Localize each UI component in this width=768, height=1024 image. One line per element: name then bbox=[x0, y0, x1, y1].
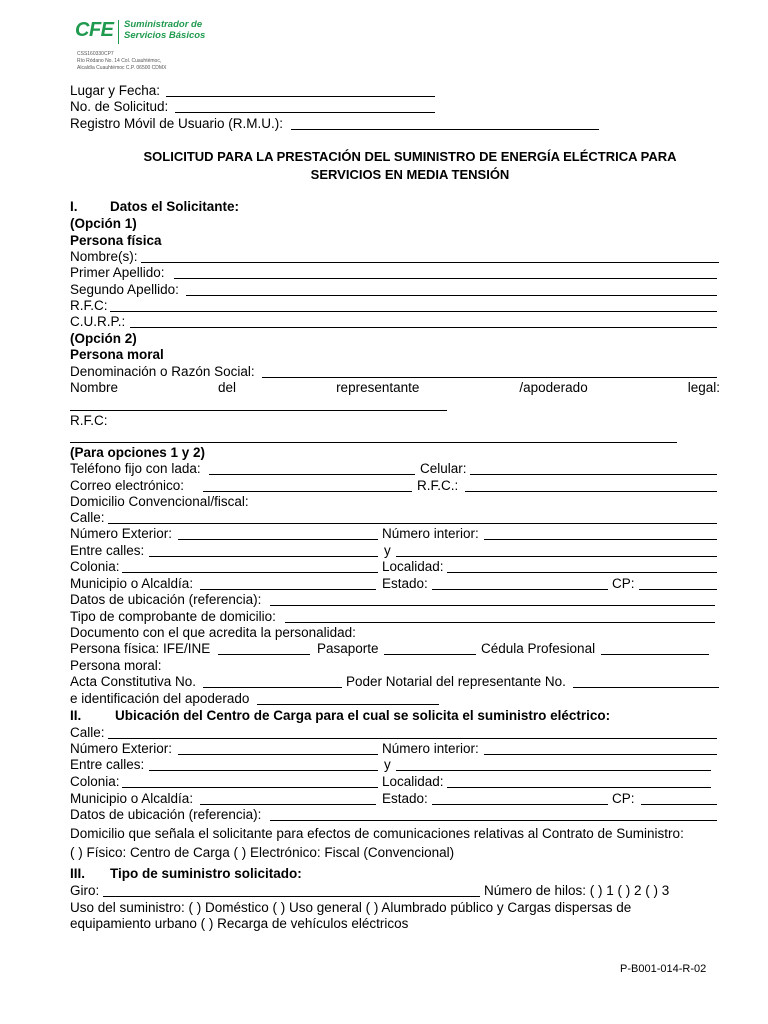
entre-calles-cc-label: Entre calles: bbox=[70, 757, 145, 772]
localidad-label: Localidad: bbox=[382, 559, 444, 574]
rep-word: /apoderado bbox=[519, 380, 588, 395]
domicilio-label: Domicilio Convencional/fiscal: bbox=[70, 494, 249, 509]
domicilio-comunicaciones-label: Domicilio que señala el solicitante para efectos de comunicaciones relativas al Contrato de Suministro: bbox=[70, 826, 684, 841]
celular-field[interactable] bbox=[470, 474, 717, 475]
localidad-field[interactable] bbox=[447, 572, 717, 573]
comprobante-label: Tipo de comprobante de domicilio: bbox=[70, 609, 276, 624]
razon-social-label: Denominación o Razón Social: bbox=[70, 364, 255, 379]
razon-social-field[interactable] bbox=[262, 377, 717, 378]
comprobante-field[interactable] bbox=[285, 622, 715, 623]
title-line1: SOLICITUD PARA LA PRESTACIÓN DEL SUMINISTRO DE ENERGÍA ELÉCTRICA PARA bbox=[143, 149, 677, 164]
ubicacion-cc-label: Datos de ubicación (referencia): bbox=[70, 807, 262, 822]
num-exterior-cc-field[interactable] bbox=[178, 754, 378, 755]
acta-label: Acta Constitutiva No. bbox=[70, 674, 197, 689]
logo-divider bbox=[118, 20, 119, 44]
localidad-cc-field[interactable] bbox=[447, 787, 711, 788]
giro-label: Giro: bbox=[70, 883, 100, 898]
telefono-label: Teléfono fijo con lada: bbox=[70, 461, 201, 476]
curp-label: C.U.R.P.: bbox=[70, 314, 126, 329]
cfe-logo bbox=[70, 14, 210, 84]
rmu-label: Registro Móvil de Usuario (R.M.U.): bbox=[70, 116, 284, 131]
address-line: CSS160330CP7 bbox=[77, 51, 114, 57]
identificacion-label: e identificación del apoderado bbox=[70, 691, 250, 706]
municipio-field[interactable] bbox=[200, 589, 376, 590]
section-2-number: II. bbox=[70, 708, 82, 723]
estado-cc-field[interactable] bbox=[432, 804, 608, 805]
option-2-label: (Opción 2) bbox=[70, 331, 137, 346]
identificacion-field[interactable] bbox=[257, 704, 439, 705]
cp-label: CP: bbox=[612, 576, 635, 591]
cp-cc-label: CP: bbox=[612, 791, 635, 806]
entre-calles-cc-field-1[interactable] bbox=[149, 770, 378, 771]
curp-field[interactable] bbox=[130, 327, 717, 328]
section-3-title: Tipo de suministro solicitado: bbox=[110, 866, 302, 881]
persona-moral-doc-label: Persona moral: bbox=[70, 658, 162, 673]
rep-word: representante bbox=[336, 380, 420, 395]
municipio-label: Municipio o Alcaldía: bbox=[70, 576, 194, 591]
num-exterior-label: Número Exterior: bbox=[70, 526, 173, 541]
num-exterior-field[interactable] bbox=[178, 539, 378, 540]
pasaporte-field[interactable] bbox=[384, 654, 476, 655]
rfc-label: R.F.C: bbox=[70, 298, 108, 313]
representante-label bbox=[70, 380, 720, 396]
colonia-cc-label: Colonia: bbox=[70, 774, 120, 789]
rfc-moral-field[interactable] bbox=[70, 442, 677, 443]
ife-ine-field[interactable] bbox=[218, 654, 310, 655]
logo-text bbox=[124, 19, 205, 41]
uso-suministro-options[interactable]: Uso del suministro: ( ) Doméstico ( ) Uso general ( ) Alumbrado público y Cargas dispersas de bbox=[70, 900, 632, 915]
telefono-field[interactable] bbox=[209, 474, 415, 475]
correo-label: Correo electrónico: bbox=[70, 478, 185, 493]
rfc-contacto-field[interactable] bbox=[465, 491, 717, 492]
municipio-cc-field[interactable] bbox=[200, 804, 376, 805]
ubicacion-cc-field[interactable] bbox=[270, 820, 717, 821]
estado-field[interactable] bbox=[432, 589, 608, 590]
y-label: y bbox=[384, 543, 391, 558]
cedula-field[interactable] bbox=[601, 654, 709, 655]
num-exterior-cc-label: Número Exterior: bbox=[70, 741, 173, 756]
logo-line2: Servicios Básicos bbox=[124, 30, 206, 41]
entre-calles-cc-field-2[interactable] bbox=[396, 770, 711, 771]
entre-calles-field-2[interactable] bbox=[396, 556, 717, 557]
calle-cc-label: Calle: bbox=[70, 725, 105, 740]
num-interior-label: Número interior: bbox=[382, 526, 479, 541]
nombres-field[interactable] bbox=[141, 262, 719, 263]
form-code: P-B001-014-R-02 bbox=[620, 963, 707, 975]
num-interior-field[interactable] bbox=[484, 539, 717, 540]
y-cc-label: y bbox=[384, 757, 391, 772]
address-line: Alcaldía Cuauhtémoc C.P. 06500 CDMX bbox=[77, 65, 167, 71]
colonia-field[interactable] bbox=[122, 572, 378, 573]
rep-word: del bbox=[218, 380, 237, 395]
segundo-apellido-label: Segundo Apellido: bbox=[70, 282, 179, 297]
colonia-label: Colonia: bbox=[70, 559, 120, 574]
rep-word: legal: bbox=[687, 380, 720, 395]
persona-moral-heading: Persona moral bbox=[70, 347, 164, 362]
persona-fisica-heading: Persona física bbox=[70, 233, 162, 248]
calle-field[interactable] bbox=[108, 523, 717, 524]
ubicacion-label: Datos de ubicación (referencia): bbox=[70, 592, 262, 607]
options-1-2-label: (Para opciones 1 y 2) bbox=[70, 445, 206, 460]
cfe-logo-mark: CFE bbox=[75, 19, 114, 41]
numero-hilos-options[interactable]: Número de hilos: ( ) 1 ( ) 2 ( ) 3 bbox=[484, 883, 670, 898]
rep-word: Nombre bbox=[70, 380, 119, 395]
form-title bbox=[70, 148, 750, 184]
cp-cc-field[interactable] bbox=[641, 804, 717, 805]
poder-field[interactable] bbox=[573, 687, 719, 688]
poder-label: Poder Notarial del representante No. bbox=[346, 674, 566, 689]
rfc-moral-label: R.F.C: bbox=[70, 413, 108, 428]
acta-field[interactable] bbox=[203, 687, 342, 688]
localidad-cc-label: Localidad: bbox=[382, 774, 444, 789]
address-line: Río Ródano No. 14 Col. Cuauhtémoc, bbox=[77, 58, 162, 64]
documento-label: Documento con el que acredita la personalidad: bbox=[70, 625, 356, 640]
primer-apellido-label: Primer Apellido: bbox=[70, 265, 165, 280]
no-solicitud-label: No. de Solicitud: bbox=[70, 99, 169, 114]
domicilio-options[interactable]: ( ) Físico: Centro de Carga ( ) Electrónico: Fiscal (Convencional) bbox=[70, 845, 455, 860]
lugar-fecha-field[interactable] bbox=[166, 96, 435, 97]
primer-apellido-field[interactable] bbox=[174, 278, 717, 279]
estado-cc-label: Estado: bbox=[382, 791, 428, 806]
num-interior-cc-field[interactable] bbox=[484, 754, 717, 755]
logo-address bbox=[77, 51, 166, 72]
nombres-label: Nombre(s): bbox=[70, 249, 138, 264]
persona-fisica-doc-label: Persona física: IFE/INE bbox=[70, 641, 211, 656]
correo-field[interactable] bbox=[203, 491, 412, 492]
rmu-field[interactable] bbox=[291, 129, 599, 130]
ubicacion-field[interactable] bbox=[270, 605, 715, 606]
entre-calles-label: Entre calles: bbox=[70, 543, 145, 558]
colonia-cc-field[interactable] bbox=[122, 787, 378, 788]
giro-field[interactable] bbox=[103, 896, 480, 897]
uso-suministro-options-2[interactable]: equipamiento urbano ( ) Recarga de vehículos eléctricos bbox=[70, 916, 409, 931]
calle-cc-field[interactable] bbox=[108, 738, 717, 739]
pasaporte-label: Pasaporte bbox=[317, 641, 379, 656]
municipio-cc-label: Municipio o Alcaldía: bbox=[70, 791, 194, 806]
celular-label: Celular: bbox=[420, 461, 467, 476]
section-2-title: Ubicación del Centro de Carga para el cual se solicita el suministro eléctrico: bbox=[115, 708, 611, 723]
section-3-number: III. bbox=[70, 866, 86, 881]
cedula-label: Cédula Profesional bbox=[481, 641, 596, 656]
rfc-field[interactable] bbox=[110, 311, 717, 312]
title-line2: SERVICIOS EN MEDIA TENSIÓN bbox=[310, 167, 510, 182]
logo-line1: Suministrador de bbox=[124, 19, 203, 30]
num-interior-cc-label: Número interior: bbox=[382, 741, 479, 756]
segundo-apellido-field[interactable] bbox=[186, 295, 717, 296]
rfc-contacto-label: R.F.C.: bbox=[417, 478, 459, 493]
cp-field[interactable] bbox=[639, 589, 717, 590]
option-1-label: (Opción 1) bbox=[70, 216, 137, 231]
estado-label: Estado: bbox=[382, 576, 428, 591]
representante-field[interactable] bbox=[70, 410, 447, 411]
section-1-number: I. bbox=[70, 199, 78, 214]
section-1-title: Datos el Solicitante: bbox=[110, 199, 240, 214]
no-solicitud-field[interactable] bbox=[175, 112, 435, 113]
lugar-fecha-label: Lugar y Fecha: bbox=[70, 83, 161, 98]
calle-label: Calle: bbox=[70, 510, 105, 525]
entre-calles-field-1[interactable] bbox=[149, 556, 378, 557]
